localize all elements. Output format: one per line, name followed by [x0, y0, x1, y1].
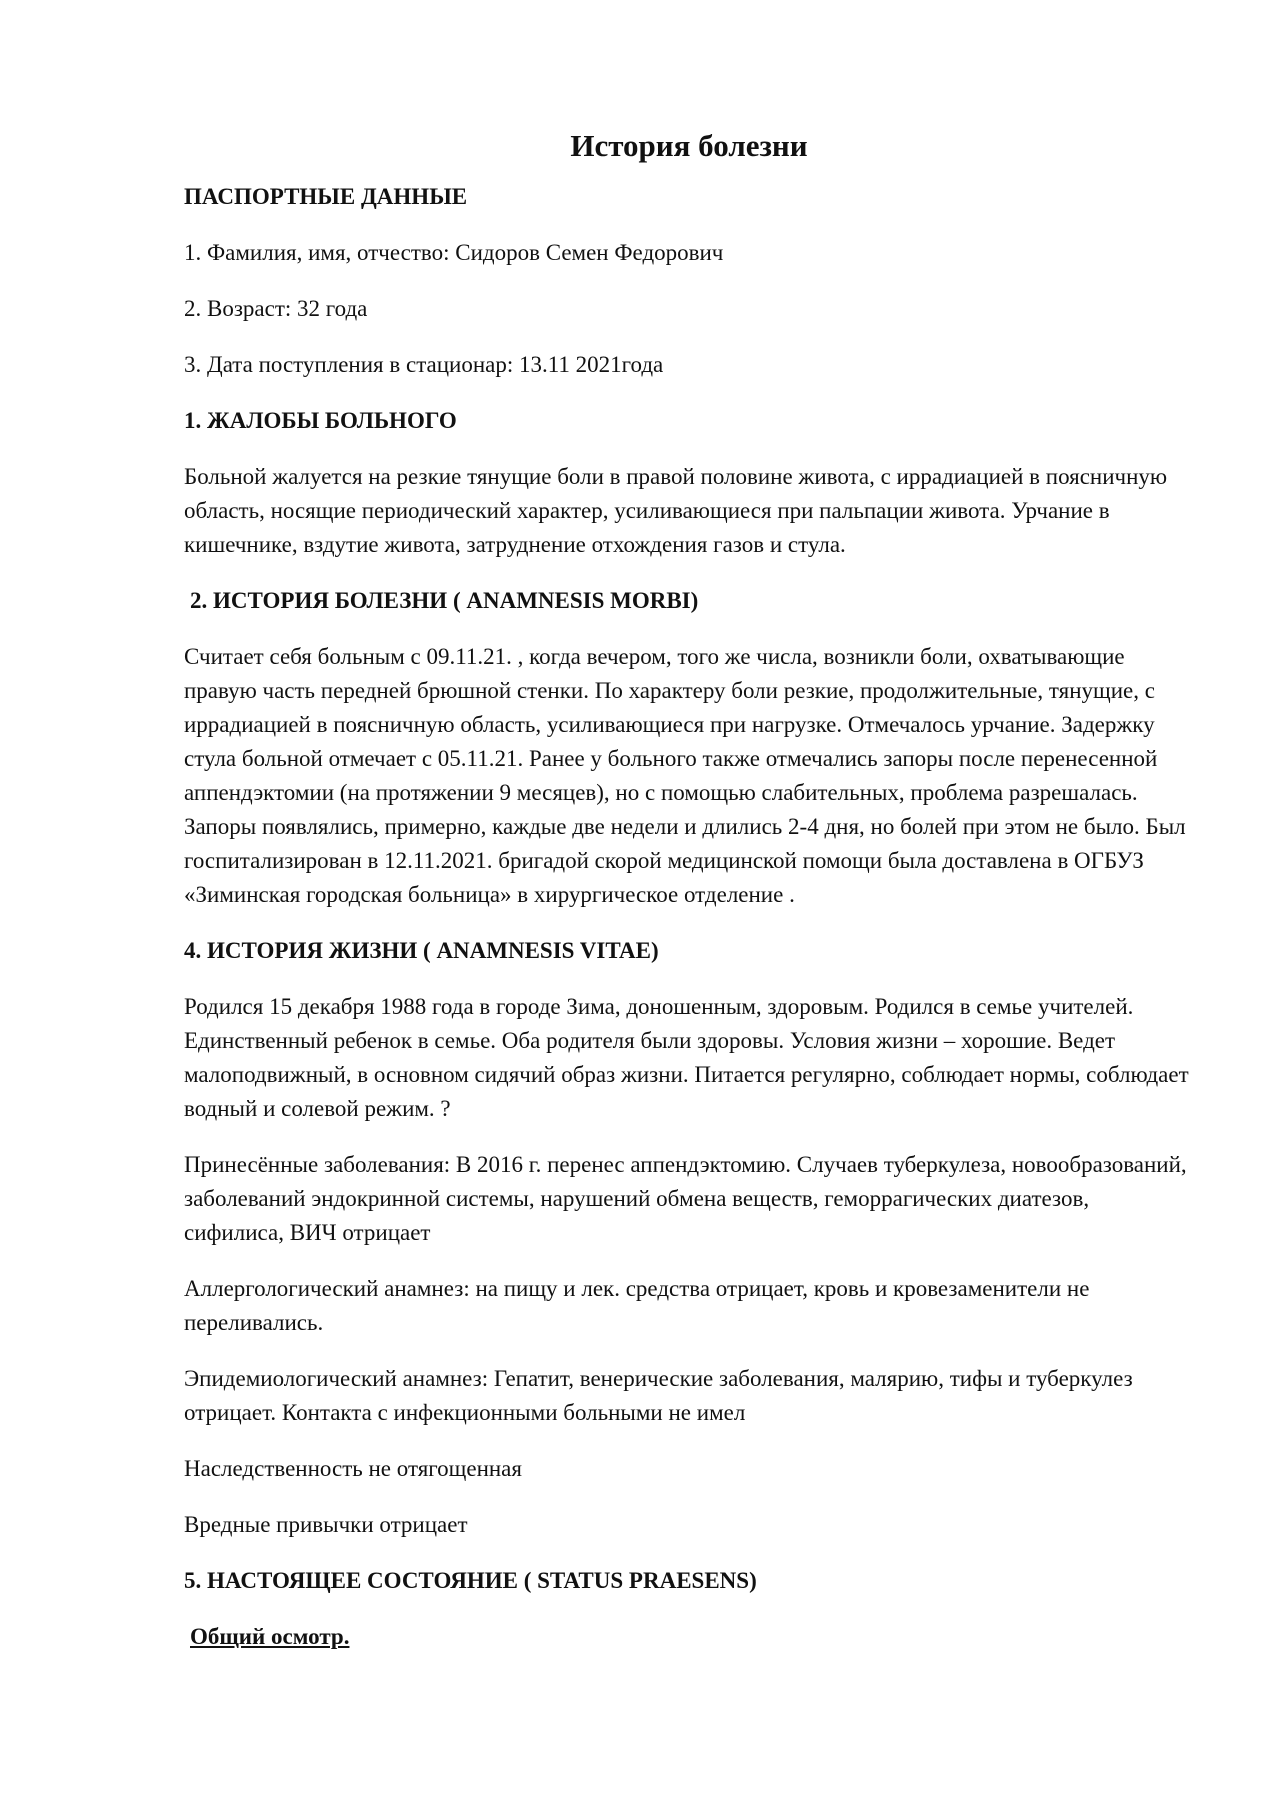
- passport-heading: ПАСПОРТНЫЕ ДАННЫЕ: [184, 184, 468, 209]
- heredity-paragraph: Наследственность не отягощенная: [184, 1456, 522, 1481]
- anamnesis-morbi-heading: 2. ИСТОРИЯ БОЛЕЗНИ ( ANAMNESIS MORBI): [190, 588, 699, 613]
- section-anamnesis-vitae: [184, 934, 1194, 1542]
- complaints-text: Больной жалуется на резкие тянущие боли в правой половине живота, с иррадиацией в поясничную область, носящие периодический характер, усиливающиеся при пальпации живота. Урчание в кишечнике, вздутие живота, затруднение отхождения газов и стула.: [184, 464, 1168, 557]
- section-anamnesis-morbi: [184, 584, 1194, 912]
- patient-age: 2. Возраст: 32 года: [184, 296, 368, 321]
- section-status-praesens: [184, 1564, 1194, 1654]
- past-diseases-paragraph: Принесённые заболевания: В 2016 г. перенес аппендэктомию. Случаев туберкулеза, новообразований, заболеваний эндокринной системы, нарушений обмена веществ, геморрагических диатезов, сифилиса, ВИЧ отрицает: [184, 1152, 1187, 1245]
- habits-paragraph: Вредные привычки отрицает: [184, 1512, 468, 1537]
- document-title: История болезни: [570, 128, 808, 163]
- document-body: [184, 118, 1194, 1654]
- anamnesis-vitae-heading: 4. ИСТОРИЯ ЖИЗНИ ( ANAMNESIS VITAE): [184, 938, 659, 963]
- admission-date: 3. Дата поступления в стационар: 13.11 2021года: [184, 352, 664, 377]
- general-examination-subheading: Общий осмотр.: [190, 1624, 350, 1649]
- anamnesis-morbi-text: Считает себя больным с 09.11.21. , когда вечером, того же числа, возникли боли, охватывающие правую часть передней брюшной стенки. По характеру боли резкие, продолжительные, тянущие, с иррадиацией в поясничную область, усиливающиеся при нагрузке. Отмечалось урчание. Задержку стула больной отмечает с 05.11.21. Ранее у больного также отмечались запоры после перенесенной аппендэктомии (на протяжении 9 месяцев), но с помощью слабительных, проблема разрешалась. Запоры появлялись, примерно, каждые две недели и длились 2-4 дня, но болей при этом не было. Был госпитализирован в 12.11.2021. бригадой скорой медицинской помощи была доставлена в ОГБУЗ «Зиминская городская больница» в хирургическое отделение .: [184, 644, 1186, 907]
- status-praesens-heading: 5. НАСТОЯЩЕЕ СОСТОЯНИЕ ( STATUS PRAESENS): [184, 1568, 757, 1593]
- section-passport: [184, 180, 1194, 382]
- epidemiology-history-paragraph: Эпидемиологический анамнез: Гепатит, венерические заболевания, малярию, тифы и туберкулез отрицает. Контакта с инфекционными больными не имел: [184, 1366, 1133, 1425]
- section-complaints: [184, 404, 1194, 562]
- complaints-heading: 1. ЖАЛОБЫ БОЛЬНОГО: [184, 408, 457, 433]
- allergy-history-paragraph: Аллергологический анамнез: на пищу и лек. средства отрицает, кровь и кровезаменители не переливались.: [184, 1276, 1090, 1335]
- patient-name: 1. Фамилия, имя, отчество: Сидоров Семен Федорович: [184, 240, 724, 265]
- life-history-paragraph: Родился 15 декабря 1988 года в городе Зима, доношенным, здоровым. Родился в семье учителей. Единственный ребенок в семье. Оба родителя были здоровы. Условия жизни – хорошие. Ведет малоподвижный, в основном сидячий образ жизни. Питается регулярно, соблюдает нормы, соблюдает водный и солевой режим. ?: [184, 994, 1189, 1121]
